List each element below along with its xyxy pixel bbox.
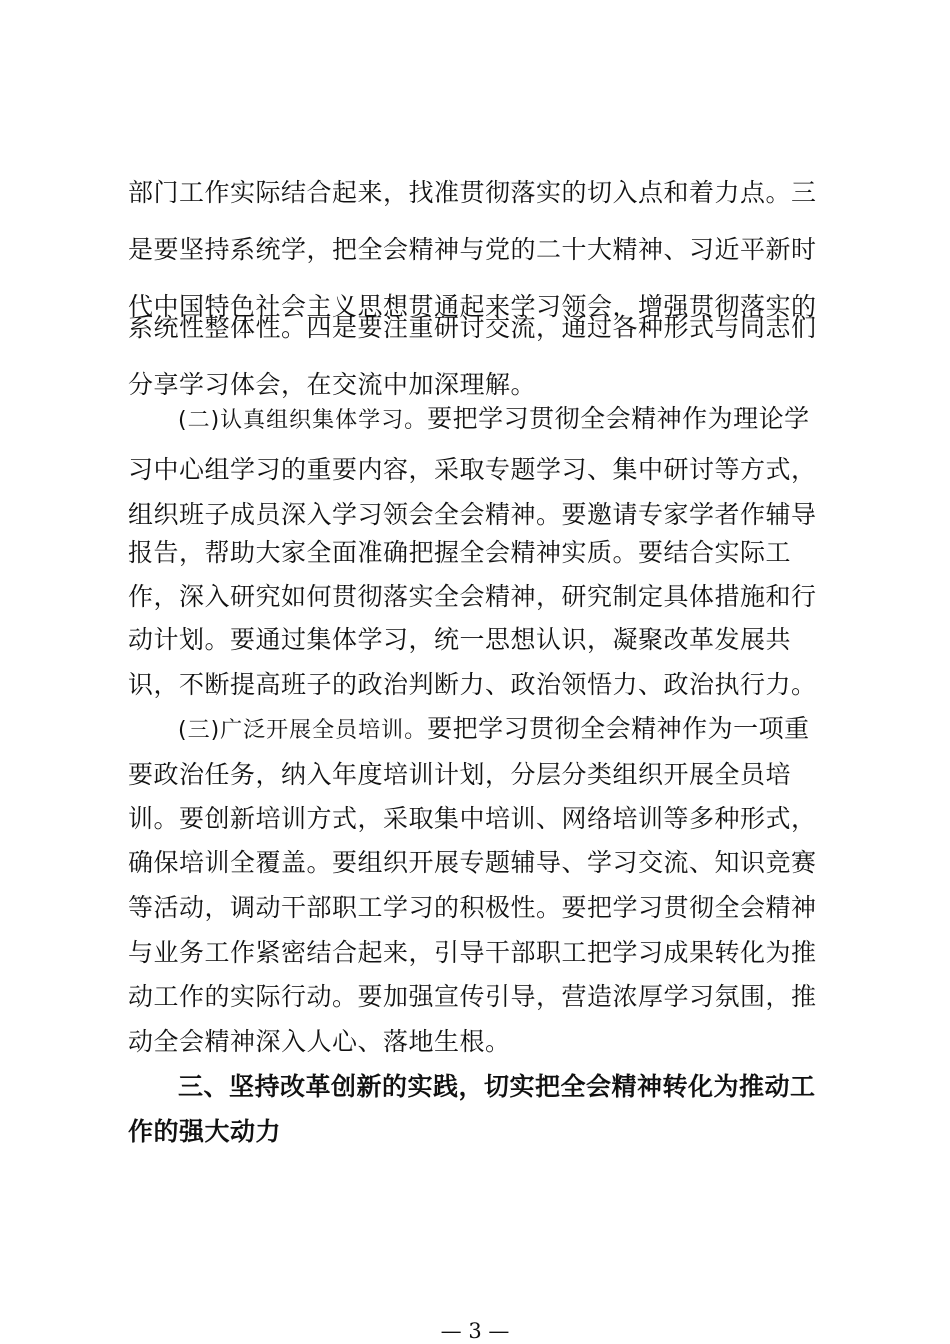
body-text-line: 动全会精神深入人心、落地生根。 [128,1027,511,1056]
body-text-line: 报告，帮助大家全面准确把握全会精神实质。要结合实际工 [128,538,792,567]
section-heading-line: 三、坚持改革创新的实践，切实把全会精神转化为推动工 [178,1072,816,1101]
body-text-line: 习中心组学习的重要内容，采取专题学习、集中研讨等方式， [128,455,817,484]
body-text-line: 确保培训全覆盖。要组织开展专题辅导、学习交流、知识竞赛 [128,848,817,877]
section-heading-line: 作的强大动力 [128,1117,282,1146]
section-3-lead: (三)广泛开展全员培训。 [178,718,428,743]
section-2-first-text: 要把学习贯彻全会精神作为理论学 [427,404,810,433]
page-number: — 3 — [440,1319,510,1343]
body-text-line: 动工作的实际行动。要加强宣传引导，营造浓厚学习氛围，推 [128,982,817,1011]
body-text-line: 分享学习体会，在交流中加深理解。 [128,370,537,399]
body-text-line: 要政治任务，纳入年度培训计划，分层分类组织开展全员培 [128,760,792,789]
body-text-line: 代中国特色社会主义思想贯通起来学习领会，增强贯彻落实的 [128,292,817,321]
body-text-line: 部门工作实际结合起来，找准贯彻落实的切入点和着力点。三 [128,178,817,207]
body-text-line: 是要坚持系统学，把全会精神与党的二十大精神、习近平新时 [128,235,817,264]
body-text-line: 与业务工作紧密结合起来，引导干部职工把学习成果转化为推 [128,938,817,967]
section-2-first-line [178,404,830,434]
section-2-lead: (二)认真组织集体学习。 [178,408,428,433]
body-text-line: 组织班子成员深入学习领会全会精神。要邀请专家学者作辅导 [128,500,817,529]
section-3-first-line [178,714,830,744]
body-text-line: 等活动，调动干部职工学习的积极性。要把学习贯彻全会精神 [128,893,817,922]
body-text-line: 识，不断提高班子的政治判断力、政治领悟力、政治执行力。 [128,670,817,699]
body-text-line: 动计划。要通过集体学习，统一思想认识，凝聚改革发展共 [128,625,792,654]
body-text-line: 训。要创新培训方式，采取集中培训、网络培训等多种形式， [128,804,817,833]
body-text-line: 作，深入研究如何贯彻落实全会精神，研究制定具体措施和行 [128,582,817,611]
body-text-line: 系统性整体性。四是要注重研讨交流，通过各种形式与同志们 [128,313,817,342]
section-3-first-text: 要把学习贯彻全会精神作为一项重 [427,714,810,743]
